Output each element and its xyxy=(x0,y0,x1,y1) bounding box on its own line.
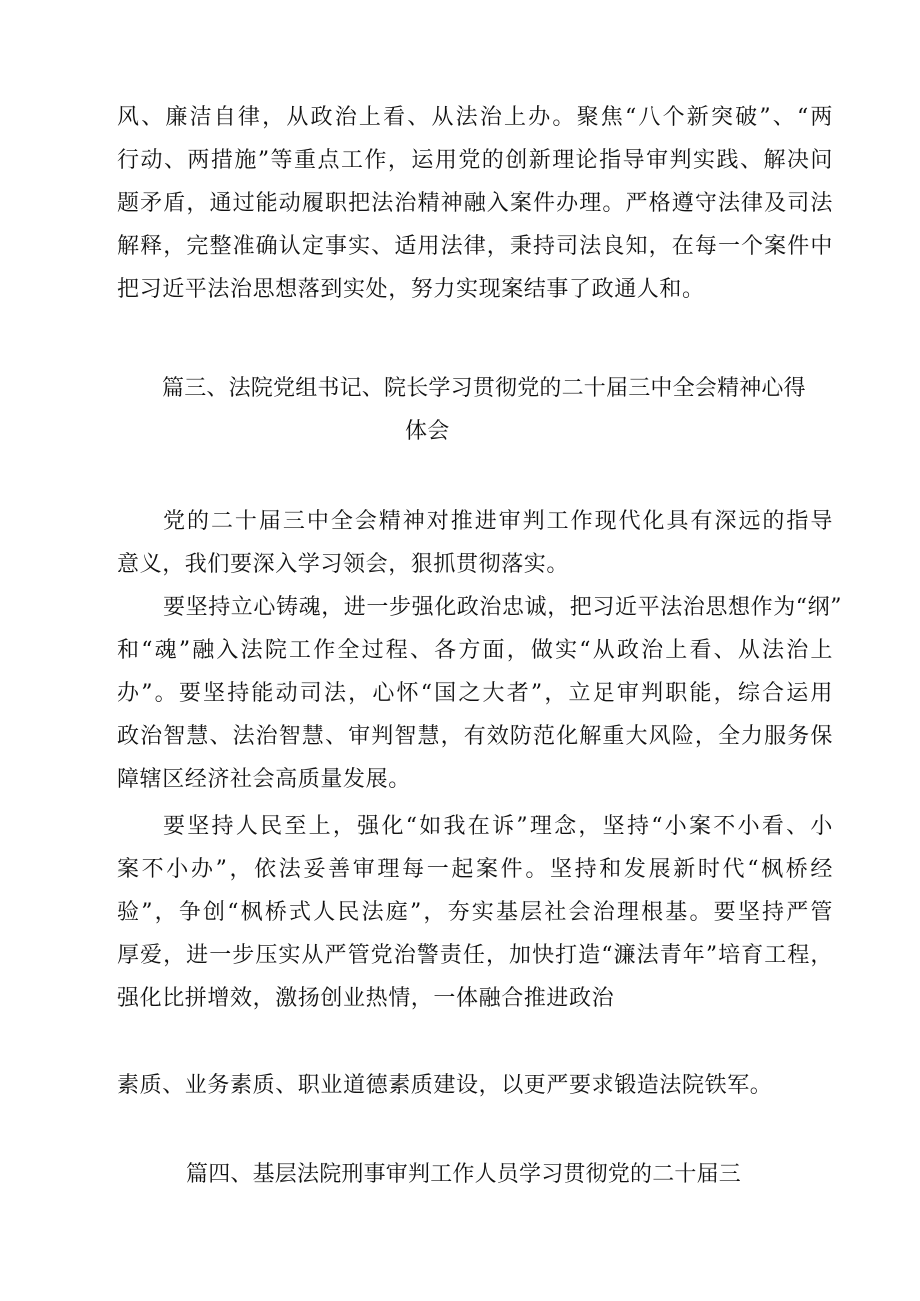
text-line: 风、廉洁自律，从政治上看、从法治上办。聚焦“八个新突破”、“两 xyxy=(117,105,833,130)
section-title-continued: 体会 xyxy=(405,419,450,444)
text-line: 党的二十届三中全会精神对推进审判工作现代化具有深远的指导 xyxy=(163,509,833,534)
text-line: 验”，争创“枫桥式人民法庭”，夯实基层社会治理根基。要坚持严管 xyxy=(117,900,833,925)
text-line: 案不小办”，依法妥善审理每一起案件。坚持和发展新时代“枫桥经 xyxy=(117,857,833,882)
text-line: 和“魂”融入法院工作全过程、各方面，做实“从政治上看、从法治上 xyxy=(117,638,833,663)
text-line: 政治智慧、法治智慧、审判智慧，有效防范化解重大风险，全力服务保 xyxy=(117,724,833,749)
text-line: 办”。要坚持能动司法，心怀“国之大者”，立足审判职能，综合运用 xyxy=(117,681,833,706)
text-line: 障辖区经济社会高质量发展。 xyxy=(117,767,411,792)
text-line: 题矛盾，通过能动履职把法治精神融入案件办理。严格遵守法律及司法 xyxy=(117,191,833,216)
text-line: 要坚持立心铸魂，进一步强化政治忠诚，把习近平法治思想作为“纲” xyxy=(163,595,843,620)
text-line: 素质、业务素质、职业道德素质建设，以更严要求锻造法院铁军。 xyxy=(117,1073,773,1098)
text-line: 要坚持人民至上，强化“如我在诉”理念，坚持“小案不小看、小 xyxy=(163,814,833,839)
text-line: 解释，完整准确认定事实、适用法律，秉持司法良知，在每一个案件中 xyxy=(117,234,833,259)
section-title: 篇三、法院党组书记、院长学习贯彻党的二十届三中全会精神心得 xyxy=(162,376,806,401)
text-line: 行动、两措施”等重点工作，运用党的创新理论指导审判实践、解决问 xyxy=(117,148,833,173)
text-line: 强化比拼增效，激扬创业热情，一体融合推进政治 xyxy=(117,986,615,1011)
section-title: 篇四、基层法院刑事审判工作人员学习贯彻党的二十届三 xyxy=(186,1162,742,1187)
text-line: 把习近平法治思想落到实处，努力实现案结事了政通人和。 xyxy=(117,277,705,302)
text-line: 意义，我们要深入学习领会，狠抓贯彻落实。 xyxy=(117,552,570,577)
text-line: 厚爱，进一步压实从严管党治警责任，加快打造“濂法青年”培育工程， xyxy=(117,943,833,968)
